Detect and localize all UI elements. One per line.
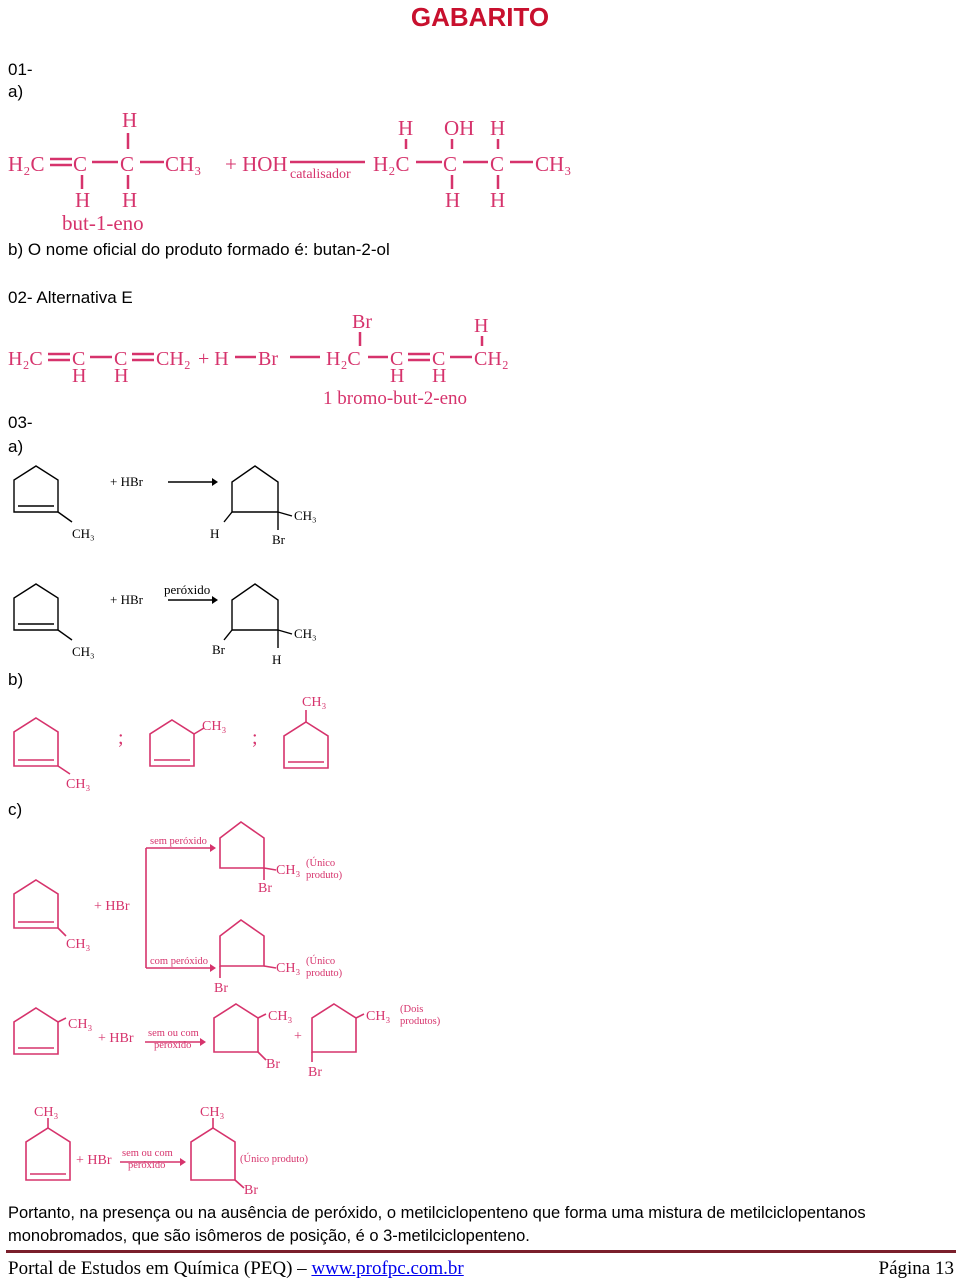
r1-h2c: H₂C: [8, 152, 45, 176]
question-01a-label: a): [8, 82, 24, 101]
r1-c2: C: [120, 152, 135, 176]
r2-p-ch2: CH₂: [474, 348, 509, 370]
c2-p2-br: Br: [308, 1065, 322, 1080]
c3-peroxido: peróxido: [128, 1160, 166, 1171]
r2-c2: C: [114, 348, 128, 370]
c-ch3: CH₃: [66, 937, 91, 952]
r3a2-br: Br: [212, 642, 225, 657]
c3-sem-ou-com: sem ou com: [122, 1148, 173, 1159]
r2-plus-h: + H: [198, 348, 229, 370]
c-p2-br: Br: [214, 981, 228, 996]
question-03b-label: b): [8, 670, 24, 689]
r1-p-h-bottom-2: H: [490, 188, 506, 212]
reaction-3c-2-diagram: [0, 998, 460, 1083]
r1-p-ch3: CH₃: [535, 152, 572, 176]
page-number: Página 13: [878, 1258, 954, 1279]
r3a1-plus-hbr: + HBr: [110, 474, 143, 489]
r3a1-p-ch3: CH₃: [294, 508, 317, 523]
c2-p2-ch3: CH₃: [366, 1009, 391, 1024]
separator-1: ;: [118, 727, 124, 749]
r1-ch3: CH₃: [165, 152, 202, 176]
r2-p-h-top: H: [474, 315, 489, 337]
c-p1-ch3: CH₃: [276, 863, 301, 878]
c2-dois-1: (Dois: [400, 1004, 424, 1015]
branched-reaction-diagram: [0, 818, 460, 998]
isomer3-ch3: CH₃: [302, 695, 327, 710]
r2-c1: C: [72, 348, 86, 370]
isomers-diagram: [0, 690, 360, 800]
c-p1-br: Br: [258, 881, 272, 896]
r1-name: but-1-eno: [62, 211, 144, 235]
r2-h2c: H₂C: [8, 348, 43, 370]
r1-catalyst: catalisador: [290, 167, 351, 182]
r2-h-2: H: [114, 365, 129, 387]
page-title: GABARITO: [410, 2, 550, 32]
r2-p-br: Br: [352, 311, 372, 333]
question-02-label: 02- Alternativa E: [8, 288, 133, 307]
r2-br: Br: [258, 348, 278, 370]
r3a2-plus-hbr: + HBr: [110, 592, 143, 607]
reaction-3a-2-diagram: [0, 578, 360, 673]
c-sem-peroxido: sem peróxido: [150, 836, 207, 847]
c3-ch3: CH₃: [34, 1105, 59, 1120]
r2-p-c2: C: [432, 348, 446, 370]
c-p2-unico-2: produto): [306, 968, 343, 979]
r1-h-bottom-2: H: [122, 188, 138, 212]
r1-p-h2c: H₂C: [373, 152, 410, 176]
r3a2-h: H: [272, 652, 282, 667]
r2-p-h2c: H₂C: [326, 348, 361, 370]
c-p1-unico-2: produto): [306, 870, 343, 881]
r1-h-bottom-1: H: [75, 188, 91, 212]
c2-sem-ou-com: sem ou com: [148, 1028, 199, 1039]
c-com-peroxido: com peróxido: [150, 956, 209, 967]
c3-unico: (Único produto): [240, 1154, 308, 1165]
r1-p-oh: OH: [444, 116, 475, 140]
r1-plus-hoh: + HOH: [225, 152, 288, 176]
c2-peroxido: peróxido: [154, 1040, 192, 1051]
question-03-label: 03-: [8, 413, 33, 432]
reaction-2-diagram: [0, 310, 540, 410]
r1-p-c2: C: [490, 152, 505, 176]
conclusion-paragraph: Portanto, na presença ou na ausência de peróxido, o metilciclopenteno que forma uma mistura de metilciclopentanos monobromados, que são isômeros de posição, é o 3-metilciclopenteno.: [8, 1204, 866, 1245]
c-p2-unico-1: (Único: [306, 956, 336, 967]
r2-p-h-2: H: [432, 365, 447, 387]
r1-p-h-top-1: H: [398, 116, 414, 140]
footer: [8, 1258, 954, 1280]
r1-p-h-bottom-1: H: [445, 188, 461, 212]
separator-2: ;: [252, 727, 258, 749]
c-plus-hbr: + HBr: [94, 899, 130, 914]
footer-rule: [6, 1250, 956, 1253]
r2-p-c1: C: [390, 348, 404, 370]
r1-c1: C: [73, 152, 88, 176]
c2-dois-2: produtos): [400, 1016, 441, 1027]
reaction-3c-3-diagram: [0, 1100, 360, 1200]
reaction-1-diagram: [0, 105, 600, 235]
c2-ch3: CH₃: [68, 1017, 93, 1032]
r2-h-1: H: [72, 365, 87, 387]
footer-left-text: Portal de Estudos em Química (PEQ) –: [8, 1258, 312, 1279]
c2-plus-hbr: + HBr: [98, 1031, 134, 1046]
c-p2-ch3: CH₃: [276, 961, 301, 976]
r1-p-c1: C: [443, 152, 458, 176]
c3-plus-hbr: + HBr: [76, 1153, 112, 1168]
r1-p-h-top-2: H: [490, 116, 506, 140]
question-01b-text: b) O nome oficial do produto formado é: butan-2-ol: [8, 240, 390, 259]
r1-h-top: H: [122, 108, 138, 132]
r3a2-ch3: CH₃: [72, 644, 95, 659]
question-01-label: 01-: [8, 60, 33, 79]
question-03a-label: a): [8, 437, 24, 456]
c2-p1-ch3: CH₃: [268, 1009, 293, 1024]
c3-p-ch3: CH₃: [200, 1105, 225, 1120]
r3a1-ch3: CH₃: [72, 526, 95, 541]
r2-p-h-1: H: [390, 365, 405, 387]
r3a2-p-ch3: CH₃: [294, 626, 317, 641]
c2-plus: +: [294, 1029, 302, 1044]
isomer2-ch3: CH₃: [202, 719, 227, 734]
question-03c-label: c): [8, 800, 23, 819]
r3a1-br: Br: [272, 532, 285, 547]
r2-name: 1 bromo-but-2-eno: [323, 388, 468, 409]
r3a2-peroxido: peróxido: [164, 582, 211, 597]
footer-link[interactable]: www.profpc.com.br: [311, 1258, 464, 1279]
isomer1-ch3: CH₃: [66, 777, 91, 792]
r2-ch2: CH₂: [156, 348, 191, 370]
c2-p1-br: Br: [266, 1057, 280, 1072]
c-p1-unico-1: (Único: [306, 858, 336, 869]
c3-p-br: Br: [244, 1183, 258, 1198]
reaction-3a-1-diagram: [0, 460, 360, 555]
r3a1-h: H: [210, 526, 220, 541]
